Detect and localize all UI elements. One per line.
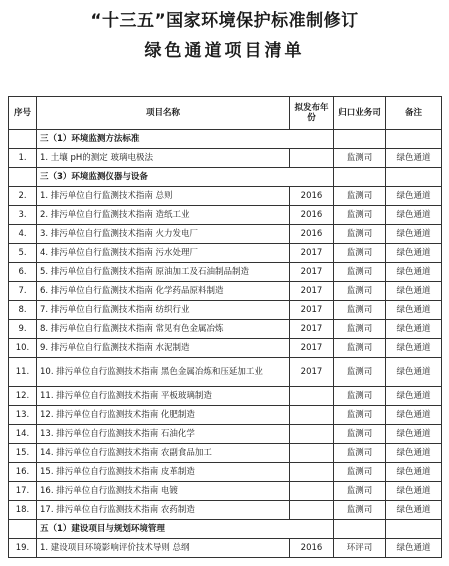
section-note-cell — [386, 130, 442, 149]
table-row — [9, 539, 442, 558]
table-row — [9, 482, 442, 501]
row-seq: 5. — [9, 244, 37, 263]
row-dept: 监测司 — [334, 463, 386, 482]
section-seq-cell — [9, 168, 37, 187]
row-dept: 监测司 — [334, 320, 386, 339]
table-row — [9, 463, 442, 482]
row-year — [290, 501, 334, 520]
row-note: 绿色通道 — [386, 482, 442, 501]
row-project-name: 12. 排污单位自行监测技术指南 化肥制造 — [37, 406, 290, 425]
table-row — [9, 339, 442, 358]
row-year — [290, 387, 334, 406]
row-project-name: 3. 排污单位自行监测技术指南 火力发电厂 — [37, 225, 290, 244]
row-seq: 11. — [9, 358, 37, 387]
row-project-name: 10. 排污单位自行监测技术指南 黑色金属冶炼和压延加工业 — [37, 358, 290, 387]
row-dept: 监测司 — [334, 482, 386, 501]
row-year — [290, 482, 334, 501]
row-year: 2017 — [290, 320, 334, 339]
header-seq: 序号 — [9, 97, 37, 130]
row-seq: 8. — [9, 301, 37, 320]
row-project-name: 11. 排污单位自行监测技术指南 平板玻璃制造 — [37, 387, 290, 406]
row-note: 绿色通道 — [386, 463, 442, 482]
table-row — [9, 501, 442, 520]
row-project-name: 7. 排污单位自行监测技术指南 纺织行业 — [37, 301, 290, 320]
section-row — [9, 520, 442, 539]
table-row — [9, 358, 442, 387]
row-seq: 2. — [9, 187, 37, 206]
row-year: 2016 — [290, 187, 334, 206]
row-year: 2017 — [290, 282, 334, 301]
row-seq: 12. — [9, 387, 37, 406]
row-project-name: 14. 排污单位自行监测技术指南 农副食品加工 — [37, 444, 290, 463]
row-seq: 14. — [9, 425, 37, 444]
row-seq: 9. — [9, 320, 37, 339]
row-note: 绿色通道 — [386, 501, 442, 520]
row-seq: 19. — [9, 539, 37, 558]
row-note: 绿色通道 — [386, 263, 442, 282]
header-name: 项目名称 — [37, 97, 290, 130]
row-project-name: 13. 排污单位自行监测技术指南 石油化学 — [37, 425, 290, 444]
row-note: 绿色通道 — [386, 187, 442, 206]
row-year — [290, 406, 334, 425]
row-note: 绿色通道 — [386, 225, 442, 244]
table-row — [9, 320, 442, 339]
row-seq: 17. — [9, 482, 37, 501]
row-year — [290, 444, 334, 463]
project-list-table — [8, 96, 442, 558]
row-note: 绿色通道 — [386, 425, 442, 444]
row-project-name: 2. 排污单位自行监测技术指南 造纸工业 — [37, 206, 290, 225]
header-note: 备注 — [386, 97, 442, 130]
table-row — [9, 187, 442, 206]
row-dept: 监测司 — [334, 358, 386, 387]
row-seq: 1. — [9, 149, 37, 168]
row-note: 绿色通道 — [386, 339, 442, 358]
table-row — [9, 149, 442, 168]
row-dept: 监测司 — [334, 425, 386, 444]
table-row — [9, 301, 442, 320]
row-dept: 监测司 — [334, 501, 386, 520]
section-title: 三（3）环境监测仪器与设备 — [37, 168, 334, 187]
section-seq-cell — [9, 520, 37, 539]
row-seq: 18. — [9, 501, 37, 520]
row-seq: 13. — [9, 406, 37, 425]
row-note: 绿色通道 — [386, 301, 442, 320]
section-title: 三（1）环境监测方法标准 — [37, 130, 334, 149]
row-year: 2016 — [290, 206, 334, 225]
table-row — [9, 282, 442, 301]
section-title: 五（1）建设项目与规划环境管理 — [37, 520, 334, 539]
row-seq: 6. — [9, 263, 37, 282]
table-row — [9, 225, 442, 244]
header-year: 拟发布年份 — [290, 97, 334, 130]
row-dept: 监测司 — [334, 339, 386, 358]
row-project-name: 4. 排污单位自行监测技术指南 污水处理厂 — [37, 244, 290, 263]
row-dept: 监测司 — [334, 444, 386, 463]
section-note-cell — [386, 520, 442, 539]
row-year: 2017 — [290, 339, 334, 358]
table-row — [9, 387, 442, 406]
row-dept: 监测司 — [334, 206, 386, 225]
row-dept: 环评司 — [334, 539, 386, 558]
row-note: 绿色通道 — [386, 282, 442, 301]
row-project-name: 9. 排污单位自行监测技术指南 水泥制造 — [37, 339, 290, 358]
section-row — [9, 130, 442, 149]
row-note: 绿色通道 — [386, 444, 442, 463]
row-note: 绿色通道 — [386, 206, 442, 225]
row-project-name: 1. 排污单位自行监测技术指南 总则 — [37, 187, 290, 206]
row-dept: 监测司 — [334, 244, 386, 263]
table-row — [9, 406, 442, 425]
row-dept: 监测司 — [334, 149, 386, 168]
row-seq: 3. — [9, 206, 37, 225]
row-dept: 监测司 — [334, 225, 386, 244]
row-year: 2017 — [290, 263, 334, 282]
row-dept: 监测司 — [334, 387, 386, 406]
section-seq-cell — [9, 130, 37, 149]
row-year — [290, 149, 334, 168]
table-row — [9, 444, 442, 463]
row-dept: 监测司 — [334, 301, 386, 320]
row-year: 2016 — [290, 225, 334, 244]
row-year — [290, 425, 334, 444]
row-note: 绿色通道 — [386, 387, 442, 406]
row-note: 绿色通道 — [386, 149, 442, 168]
row-year: 2017 — [290, 244, 334, 263]
row-dept: 监测司 — [334, 263, 386, 282]
row-seq: 10. — [9, 339, 37, 358]
row-project-name: 1. 建设项目环境影响评价技术导则 总纲 — [37, 539, 290, 558]
row-dept: 监测司 — [334, 187, 386, 206]
row-seq: 4. — [9, 225, 37, 244]
row-project-name: 16. 排污单位自行监测技术指南 电镀 — [37, 482, 290, 501]
table-header-row — [9, 97, 442, 130]
row-seq: 16. — [9, 463, 37, 482]
section-dept-cell — [334, 168, 386, 187]
section-dept-cell — [334, 520, 386, 539]
table-row — [9, 263, 442, 282]
row-year: 2017 — [290, 358, 334, 387]
row-project-name: 15. 排污单位自行监测技术指南 皮革制造 — [37, 463, 290, 482]
row-project-name: 8. 排污单位自行监测技术指南 常见有色金属冶炼 — [37, 320, 290, 339]
table-body — [9, 130, 442, 558]
row-project-name: 1. 土壤 pH的测定 玻璃电极法 — [37, 149, 290, 168]
section-dept-cell — [334, 130, 386, 149]
row-note: 绿色通道 — [386, 320, 442, 339]
document-title-line2: 绿色通道项目清单 — [144, 41, 305, 61]
row-note: 绿色通道 — [386, 244, 442, 263]
row-dept: 监测司 — [334, 282, 386, 301]
table-row — [9, 244, 442, 263]
row-project-name: 17. 排污单位自行监测技术指南 农药制造 — [37, 501, 290, 520]
row-year: 2017 — [290, 301, 334, 320]
table-row — [9, 425, 442, 444]
header-dept: 归口业务司 — [334, 97, 386, 130]
row-note: 绿色通道 — [386, 539, 442, 558]
document-title-line1: “十三五”国家环境保护标准制修订 — [90, 11, 359, 31]
row-project-name: 6. 排污单位自行监测技术指南 化学药品原料制造 — [37, 282, 290, 301]
row-year: 2016 — [290, 539, 334, 558]
section-row — [9, 168, 442, 187]
row-seq: 7. — [9, 282, 37, 301]
row-seq: 15. — [9, 444, 37, 463]
row-note: 绿色通道 — [386, 406, 442, 425]
row-note: 绿色通道 — [386, 358, 442, 387]
table-row — [9, 206, 442, 225]
section-note-cell — [386, 168, 442, 187]
row-project-name: 5. 排污单位自行监测技术指南 原油加工及石油制品制造 — [37, 263, 290, 282]
row-year — [290, 463, 334, 482]
row-dept: 监测司 — [334, 406, 386, 425]
